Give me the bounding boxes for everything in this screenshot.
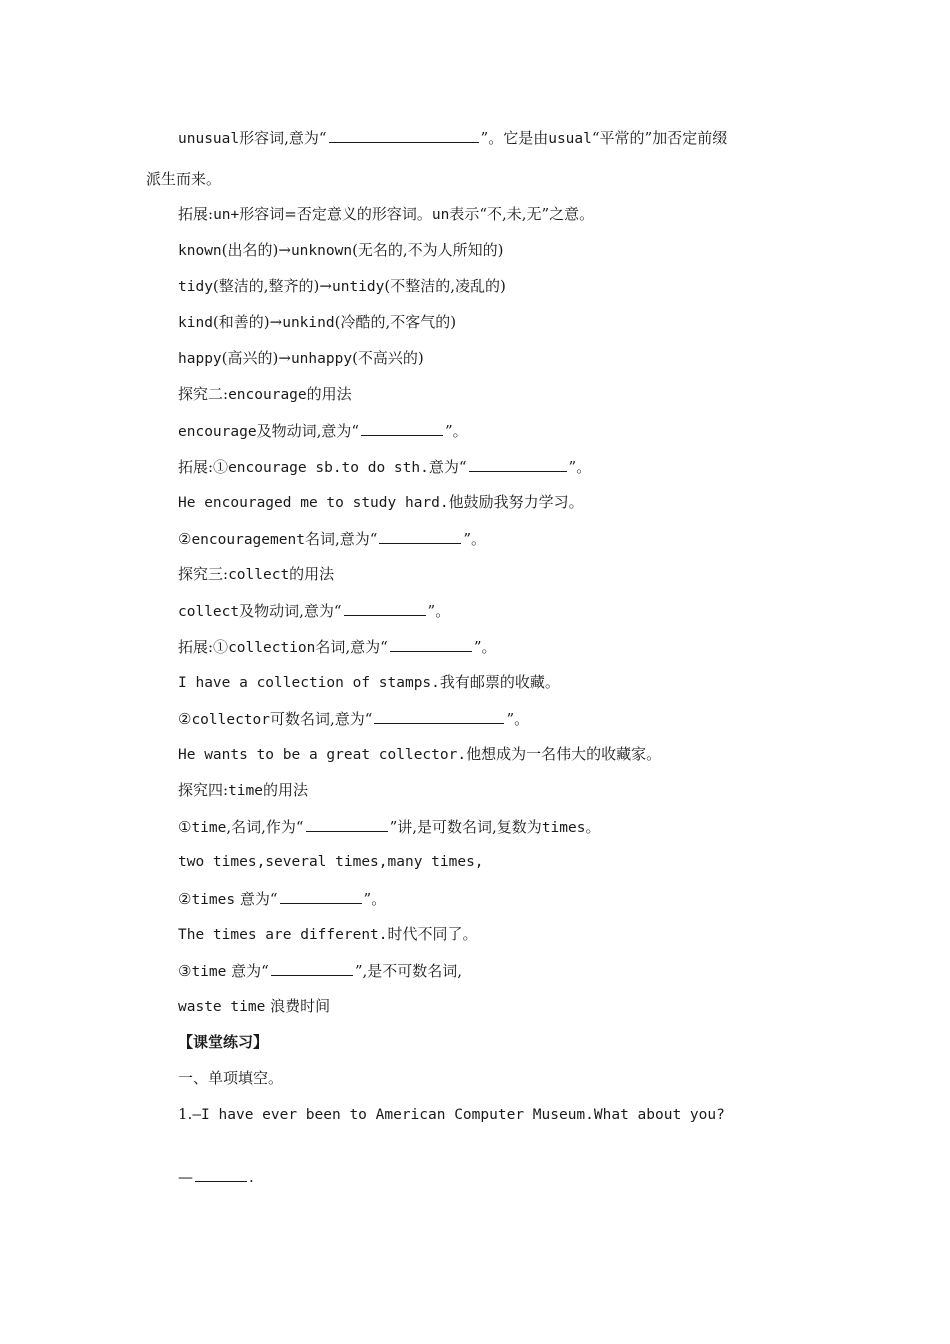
heading-word: time — [228, 783, 263, 799]
example-english: He encouraged me to study hard. — [178, 495, 449, 511]
arrow-icon: → — [278, 349, 291, 367]
arrow-icon: → — [269, 313, 283, 331]
answer-blank-encouragement[interactable] — [379, 528, 461, 544]
arrow-icon: → — [278, 241, 291, 259]
practice-title: 【课堂练习】 — [178, 1033, 269, 1051]
heading-prefix: 探究四: — [178, 781, 229, 799]
answer-blank-time-countable[interactable] — [306, 816, 388, 832]
word-collection: collection — [228, 640, 316, 656]
unusual-origin-text: ”。它是由 — [480, 129, 549, 147]
answer-blank-collection[interactable] — [390, 636, 472, 652]
encourage-example — [178, 492, 584, 512]
collect-definition — [178, 600, 450, 620]
phrase-encourage-sb: encourage sb.to do sth. — [228, 460, 429, 476]
un-plus-text: un+ — [213, 207, 240, 223]
example-chinese: 时代不同了。 — [387, 925, 478, 943]
heading-suffix: 的用法 — [289, 565, 335, 583]
word-pair-kind — [178, 312, 456, 332]
word-encourage: encourage — [178, 424, 257, 440]
pair-meaning: (高兴的) — [221, 349, 279, 367]
heading-word: collect — [228, 567, 290, 583]
phrase-meaning: 浪费时间 — [265, 997, 331, 1015]
word-unusual: unusual — [178, 131, 240, 147]
rule-text: 形容词=否定意义的形容词。 — [239, 205, 432, 223]
unusual-definition-cont: 派生而来。 — [146, 170, 222, 188]
definition-text: ,名词,作为“ — [226, 818, 304, 836]
pair-word: happy — [178, 351, 222, 367]
definition-text: 名词,意为“ — [304, 530, 378, 548]
pair-meaning-negated: (不整洁的,凌乱的) — [384, 277, 506, 295]
example-chinese: 他鼓励我努力学习。 — [448, 493, 584, 511]
question-number: 1. — [178, 1105, 193, 1123]
word-collect: collect — [178, 604, 240, 620]
pair-word: tidy — [178, 279, 213, 295]
answer-blank-collector[interactable] — [374, 708, 504, 724]
word-collector: collector — [191, 712, 271, 728]
definition-text-cont: ”,是不可数名词, — [354, 962, 463, 980]
section-heading-encourage — [178, 384, 352, 404]
expansion-label: 拓展:① — [178, 458, 229, 476]
time-countable-definition — [178, 816, 600, 836]
word-pair-happy — [178, 348, 424, 368]
definition-text: 意为“ — [235, 890, 278, 908]
pair-meaning-negated: (冷酷的,不客气的) — [334, 313, 457, 331]
waste-time-example — [178, 996, 330, 1016]
pair-word-negated: unhappy — [290, 351, 353, 367]
pair-word-negated: unkind — [282, 315, 335, 331]
pair-meaning: (整洁的,整齐的) — [212, 277, 320, 295]
times-examples: two times,several times,many times, — [178, 854, 484, 870]
definition-text: 名词,意为“ — [315, 638, 388, 656]
un-prefix-expansion — [178, 204, 594, 224]
un-text: un — [431, 207, 450, 223]
question-1-answer-line — [178, 1166, 254, 1186]
answer-blank-encourage-sb[interactable] — [469, 456, 567, 472]
heading-suffix: 的用法 — [306, 385, 352, 403]
period: 。 — [585, 818, 601, 836]
unusual-pos-text: 形容词,意为“ — [239, 129, 327, 147]
word-times: times — [541, 820, 586, 836]
pair-word-negated: unknown — [290, 243, 353, 259]
pair-meaning-negated: (无名的,不为人所知的) — [352, 241, 504, 259]
heading-suffix: 的用法 — [262, 781, 308, 799]
collector-definition — [178, 708, 529, 728]
circled-number: ② — [178, 890, 192, 908]
collection-example — [178, 672, 560, 692]
word-times: times — [191, 892, 236, 908]
phrase-waste-time: waste time — [178, 999, 266, 1015]
definition-text-cont: ”讲,是可数名词,复数为 — [389, 818, 542, 836]
example-english: I have a collection of stamps. — [178, 675, 440, 691]
closing-quote: ”。 — [363, 890, 387, 908]
word-encouragement: encouragement — [191, 532, 305, 548]
collection-definition — [178, 636, 496, 656]
closing-quote: ”。 — [445, 422, 468, 440]
heading-prefix: 探究三: — [178, 565, 229, 583]
pair-word-negated: untidy — [331, 279, 385, 295]
closing-quote: ”。 — [568, 458, 592, 476]
definition-text: 及物动词,意为“ — [256, 422, 360, 440]
example-english: The times are different. — [178, 927, 388, 943]
answer-blank-unusual[interactable] — [329, 127, 479, 143]
unusual-definition-line — [178, 127, 727, 147]
pair-word: kind — [178, 315, 213, 331]
section-heading-time — [178, 780, 308, 800]
usual-meaning-text: “平常的”加否定前缀 — [591, 129, 728, 147]
encourage-definition — [178, 420, 468, 440]
circled-number: ① — [178, 818, 192, 836]
un-meaning-text: 表示“不,未,无”之意。 — [449, 205, 595, 223]
encouragement-definition — [178, 528, 486, 548]
pair-meaning-negated: (不高兴的) — [352, 349, 424, 367]
collector-example — [178, 744, 661, 764]
arrow-icon: → — [319, 277, 332, 295]
practice-subtitle: 一、单项填空。 — [178, 1069, 284, 1087]
circled-number: ③ — [178, 962, 192, 980]
section-heading-collect — [178, 564, 334, 584]
example-chinese: 我有邮票的收藏。 — [439, 673, 560, 691]
pair-meaning: (和善的) — [212, 313, 270, 331]
example-english: He wants to be a great collector. — [178, 747, 467, 763]
heading-prefix: 探究二: — [178, 385, 229, 403]
definition-text: 可数名词,意为“ — [270, 710, 373, 728]
times-definition — [178, 888, 386, 908]
question-text: —I have ever been to American Computer Museum.What about you? — [192, 1107, 725, 1123]
time-uncountable-definition — [178, 960, 462, 980]
definition-text: 意为“ — [226, 962, 269, 980]
circled-number: ② — [178, 710, 192, 728]
closing-quote: ”。 — [506, 710, 530, 728]
expansion-label: 拓展:① — [178, 638, 229, 656]
pair-word: known — [178, 243, 222, 259]
dash: — — [178, 1168, 193, 1186]
definition-text: 及物动词,意为“ — [239, 602, 342, 620]
circled-number: ② — [178, 530, 192, 548]
word-pair-known — [178, 240, 504, 260]
answer-blank-times[interactable] — [280, 888, 362, 904]
encourage-expansion — [178, 456, 591, 476]
expansion-label: 拓展: — [178, 205, 214, 223]
question-1 — [178, 1104, 725, 1124]
pair-meaning: (出名的) — [221, 241, 279, 259]
word-pair-tidy — [178, 276, 506, 296]
answer-blank-collect[interactable] — [344, 600, 426, 616]
closing-quote: ”。 — [473, 638, 497, 656]
answer-blank-time-uncountable[interactable] — [271, 960, 353, 976]
answer-blank-q1[interactable] — [195, 1166, 247, 1182]
example-chinese: 他想成为一名伟大的收藏家。 — [466, 745, 662, 763]
closing-quote: ”。 — [427, 602, 451, 620]
heading-word: encourage — [228, 387, 307, 403]
period: . — [249, 1168, 254, 1186]
word-usual: usual — [548, 131, 592, 147]
times-example — [178, 924, 478, 944]
word-time: time — [191, 820, 227, 836]
definition-text: 意为“ — [428, 458, 467, 476]
word-time: time — [191, 964, 227, 980]
closing-quote: ”。 — [463, 530, 487, 548]
answer-blank-encourage[interactable] — [361, 420, 443, 436]
